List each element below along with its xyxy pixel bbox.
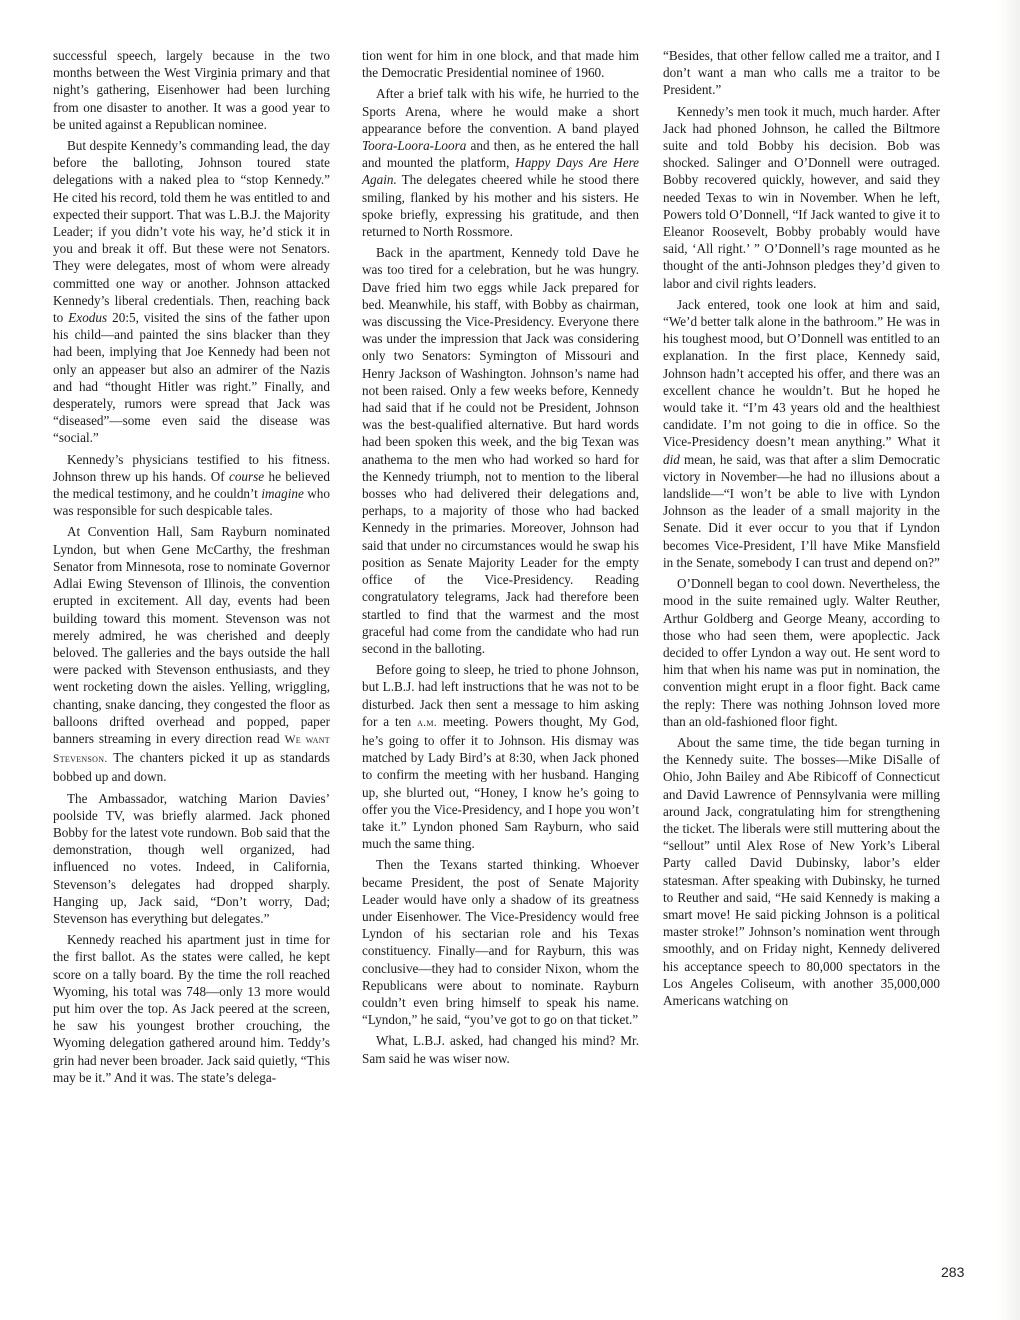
paragraph: [53, 523, 330, 785]
italic-text: Toora-Loora-Loora: [362, 138, 467, 154]
paragraph: [663, 296, 940, 571]
text-segment: Kennedy’s physicians testified to his fitness. Johnson threw up his hands. Of: [53, 451, 330, 484]
text-segment: About the same time, the tide began turning in the Kennedy suite. The bosses—Mike DiSalle of Ohio, John Bailey and Abe Ribicoff of Connecticut and David Lawrence of Pennsylvania were milling around Jack, congratulating him for strengthening the ticket. The liberals were still muttering about the “sellout” until Alex Rose of New York’s Liberal Party called David Dubinsky, labor’s elder statesman. After speaking with Dubinsky, he turned to Reuther and said, “He said Kennedy is making a smart move! He said picking Johnson is a political master stroke!” Johnson’s nomination went through smoothly, and on Friday night, Kennedy delivered his acceptance speech to 80,000 spectators in the Los Angeles Coliseum, with another 35,000,000 Americans watching on: [663, 734, 940, 1008]
text-segment: meeting. Powers thought, My God, he’s going to offer it to Johnson. His dismay was matched by Lady Bird’s at 8:30, when Jack phoned to confirm the meeting with her husband. Hanging up, she blurted out, “Honey, I know he’s going to offer you the Vice-Presidency, and I hope you won’t take it.” Lyndon phoned Sam Rayburn, who said much the same thing.: [362, 713, 639, 852]
paragraph: [362, 85, 639, 240]
text-segment: he believed the medical testimony, and he couldn’t: [53, 468, 330, 502]
page-number: 283: [941, 1264, 965, 1280]
text-segment: But despite Kennedy’s commanding lead, the day before the balloting, Johnson toured state delegations with a naked plea to “stop Kennedy.” He cited his record, told them he was entitled to and expected their support. That was L.B.J. the Majority Leader; if you didn’t vote his way, he’d stick it in you and break it off. But these were not Senators. They were delegates, most of whom were already committed one way or another. Johnson attacked Kennedy’s liberal credentials. Then, reaching back to: [53, 138, 330, 326]
text-segment: The chanters picked it up as standards bobbed up and down.: [53, 750, 330, 785]
paragraph: [53, 137, 330, 447]
paragraph: [663, 103, 940, 292]
italic-text: Exodus: [68, 310, 108, 326]
text-segment: Then the Texans started thinking. Whoever became President, the post of Senate Majority Leader would have only a shadow of its greatness under Eisenhower. The Vice-Presidency would free Lyndon of his sectarian role and his Texas constituency. Finally—and for Rayburn, this was conclusive—they had to consider Nixon, whom the Republicans were about to nominate. Rayburn couldn’t even bring himself to speak his name. “Lyndon,” he said, “you’ve got to go on that ticket.”: [362, 857, 639, 1028]
text-segment: What, L.B.J. asked, had changed his mind? Mr. Sam said he was wiser now.: [362, 1033, 639, 1066]
small-caps-text: We want Stevenson.: [53, 733, 330, 766]
paragraph: [362, 47, 639, 81]
paragraph: [362, 661, 639, 852]
text-column-2: [362, 47, 639, 1067]
text-segment: Kennedy’s men took it much, much harder. After Jack had phoned Johnson, he called the Biltmore suite and told Bobby his decision. Bob was shocked. Salinger and O’Donnell were outraged. Bobby recovered quickly, however, and said they needed Texas to win in November. When he left, Powers told O’Donnell, “If Jack wanted to give it to Eleanor Roosevelt, Bobby probably would have said, ‘All right.’ ” O’Donnell’s rage mounted as he thought of the anti-Johnson pledges they’d given to labor and civil rights leaders.: [663, 103, 940, 291]
small-caps-text: a.m.: [417, 716, 437, 729]
italic-text: Happy Days Are Here Again.: [362, 155, 639, 188]
paragraph: [53, 790, 330, 928]
text-column-1: [53, 47, 330, 1086]
paragraph: [53, 931, 330, 1086]
italic-text: course: [228, 468, 265, 484]
page-edge-shadow: [998, 0, 1020, 1320]
italic-text: did: [663, 451, 680, 467]
text-segment: Jack entered, took one look at him and said, “We’d better talk alone in the bathroom.” He was in his toughest mood, but O’Donnell was entitled to an explanation. In the first place, Kennedy said, Johnson hadn’t accepted his offer, and there was an excellent chance he wouldn’t. But he hoped he would take it. “I’m 43 years old and the healthiest candidate. I’m not going to die in office. So the Vice-Presidency doesn’t mean anything.” What it: [663, 296, 940, 450]
text-segment: and then, as he entered the hall and mounted the platform,: [362, 138, 639, 171]
text-segment: who was responsible for such despicable tales.: [53, 486, 330, 519]
paragraph: [663, 734, 940, 1009]
text-segment: Before going to sleep, he tried to phone Johnson, but L.B.J. had left instructions that he was not to be disturbed. Jack then sent a message to him asking for a ten: [362, 662, 639, 729]
paragraph: [53, 451, 330, 520]
paragraph: [362, 856, 639, 1028]
text-segment: O’Donnell began to cool down. Nevertheless, the mood in the suite remained ugly. Walter Reuther, Arthur Goldberg and George Meany, according to those who had seen them, were apoplectic. Jack decided to offer Lyndon a way out. He sent word to him that when his name was put in nomination, the convention might erupt in a floor fight. Back came the reply: There was nothing Johnson loved more than an old-fashioned floor fight.: [663, 576, 940, 729]
paragraph: [362, 244, 639, 657]
paragraph: [663, 575, 940, 730]
paragraph: [663, 47, 940, 99]
text-segment: The Ambassador, watching Marion Davies’ poolside TV, was briefly alarmed. Jack phoned Bobby for the latest vote rundown. Bob said that the demonstration, though well organized, had influenced no votes. Indeed, in California, Stevenson’s delegates had dropped sharply. Hanging up, Jack said, “Don’t worry, Dad; Stevenson has everything but delegates.”: [53, 790, 330, 926]
text-segment: Kennedy reached his apartment just in time for the first ballot. As the states were called, he kept score on a tally board. By the time the roll reached Wyoming, his total was 748—only 13 more would put him over the top. As Jack peered at the screen, he saw his youngest brother crouching, the Wyoming delegation gathered around him. Teddy’s grin had never been broader. Jack said quietly, “This may be it.” And it was. The state’s delega-: [53, 932, 330, 1085]
paragraph: [362, 1032, 639, 1066]
text-segment: At Convention Hall, Sam Rayburn nominated Lyndon, but when Gene McCarthy, the freshman Senator from Minnesota, rose to nominate Governor Adlai Ewing Stevenson of Illinois, the convention erupted in excitement. All day, events had been building toward this moment. Stevenson was not merely admired, he was cherished and deeply beloved. The galleries and the bays outside the hall were packed with Stevenson enthusiasts, and they went rocketing down the aisles. Yelling, wriggling, chanting, snake dancing, they congested the floor as balloons drifted overhead and popped, paper banners streaming in every direction read: [53, 524, 330, 746]
text-segment: Back in the apartment, Kennedy told Dave he was too tired for a celebration, but he was hungry. Dave fried him two eggs while Jack prepared for bed. Meanwhile, his staff, with Bobby as chairman, was discussing the Vice-Presidency. Everyone there was under the impression that Jack was considering only two Senators: Symington of Missouri and Henry Jackson of Washington. Johnson’s name had not been raised. Only a few weeks before, Kennedy had said that if he could not be President, Johnson was the best-qualified alternative. But hard words had been spoken this week, and the big Texan was anathema to the men who had worked so hard for the Kennedy triumph, not to mention to the liberal bosses who had delivered their delegations and, perhaps, to a majority of those who had backed Kennedy in the primaries. Moreover, Johnson had said that under no circumstances would he swap his position as Senate Majority Leader for the empty office of the Vice-Presidency. Reading congratulatory telegrams, Jack had therefore been startled to find that the warmest and the most graceful had come from the candidate who had run second in the balloting.: [362, 245, 639, 656]
text-segment: 20:5, visited the sins of the father upon his child—and painted the sins blacker than they had been, implying that Joe Kennedy had been not only an appeaser but also an admirer of the Nazis and had “thought Hitler was right.” Finally, and desperately, rumors were spread that Jack was “diseased”—some even said the disease was “social.”: [53, 310, 330, 446]
text-segment: tion went for him in one block, and that made him the Democratic Presidential nominee of 1960.: [362, 48, 639, 81]
text-column-3: [663, 47, 940, 1009]
text-segment: The delegates cheered while he stood there smiling, flanked by his mother and his sisters. He spoke briefly, expressing his gratitude, and then returned to North Rossmore.: [362, 172, 639, 240]
text-segment: “Besides, that other fellow called me a traitor, and I don’t want a man who calls me a traitor to be President.”: [663, 48, 940, 98]
paragraph: [53, 47, 330, 133]
text-segment: After a brief talk with his wife, he hurried to the Sports Arena, where he would make a short appearance before the convention. A band played: [362, 86, 639, 136]
italic-text: imagine: [261, 486, 304, 502]
text-segment: successful speech, largely because in the two months between the West Virginia primary and that night’s gathering, Eisenhower had been lurching from one disaster to another. It was a good year to be united against a Republican nominee.: [53, 48, 330, 132]
text-segment: mean, he said, was that after a slim Democratic victory in November—he had no illusions about a landslide—“I won’t be able to live with Lyndon Johnson as the leader of a small majority in the Senate. Did it ever occur to you that if Lyndon becomes Vice-President, I’ll have Mike Mansfield in the Senate, somebody I can trust and depend on?”: [663, 451, 940, 570]
